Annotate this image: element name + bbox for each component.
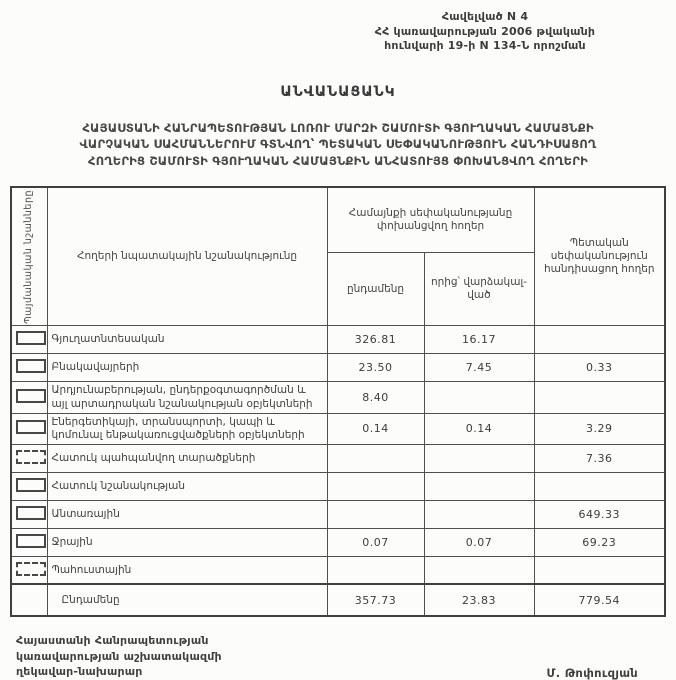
column-header-leased: որից՝ վարձակալ- ված <box>424 252 534 326</box>
official-title-line: Հայաստանի Հանրապետության <box>16 634 209 648</box>
subtitle-line: ՀԱՅԱՍՏԱՆԻ ՀԱՆՐԱՊԵՏՈՒԹՅԱՆ ԼՈՌՈՒ ՄԱՐԶԻ ՇԱՄՈՒՏԻ ԳՅՈՒՂԱԿԱՆ ՀԱՄԱՅՆՔԻ <box>82 120 594 135</box>
total-row-legend-cell <box>11 584 47 616</box>
column-header-legend <box>11 187 47 326</box>
table-row <box>11 354 665 382</box>
page-title: ԱՆՎԱՆԱՑԱՆԿ <box>280 83 396 100</box>
state-value <box>534 556 665 584</box>
legend-box-icon <box>16 420 46 434</box>
legend-box-icon <box>16 562 46 576</box>
legend-box-icon <box>16 506 46 520</box>
legend-header-label: Պայմանական նշանները <box>23 189 35 324</box>
total-row-label: Ընդամենը <box>47 584 327 616</box>
leased-value <box>424 556 534 584</box>
table-row <box>11 382 665 413</box>
table-row <box>11 413 665 444</box>
table-footer <box>11 584 665 616</box>
table-header <box>11 187 665 326</box>
legend-box-icon <box>16 331 46 345</box>
land-transfer-table <box>10 186 666 618</box>
land-category-label: Արդյունաբերության, ընդերքօգտագործման և այլ արտադրական նշանակության օբյեկտների <box>47 382 327 413</box>
legend-box-icon <box>16 450 46 464</box>
signature-block <box>10 633 666 679</box>
legend-cell <box>11 556 47 584</box>
appendix-reference <box>320 10 650 54</box>
leased-value <box>424 472 534 500</box>
official-title <box>16 633 222 679</box>
land-category-label: Գյուղատնտեսական <box>47 326 327 354</box>
legend-box-icon <box>16 478 46 492</box>
leased-value: 7.45 <box>424 354 534 382</box>
signature-name: Մ. Թոփուզյան <box>546 665 638 680</box>
total-leased-value: 23.83 <box>424 584 534 616</box>
total-state-value: 779.54 <box>534 584 665 616</box>
column-header-community-lands: Համայնքի սեփականությանը փոխանցվող հողեր <box>327 187 534 253</box>
community-total-value: 23.50 <box>327 354 424 382</box>
legend-box-icon <box>16 389 46 403</box>
land-category-label: Հատուկ նշանակության <box>47 472 327 500</box>
land-category-label: Անտառային <box>47 500 327 528</box>
land-category-label: Բնակավայրերի <box>47 354 327 382</box>
legend-cell <box>11 382 47 413</box>
state-value: 7.36 <box>534 444 665 472</box>
state-value <box>534 382 665 413</box>
table-body <box>11 326 665 585</box>
land-category-label: Էներգետիկայի, տրանսպորտի, կապի և կոմունալ ենթակառուցվածքների օբյեկտների <box>47 413 327 444</box>
land-category-label: Պահուստային <box>47 556 327 584</box>
legend-cell <box>11 528 47 556</box>
official-title-line: կառավարության աշխատակազմի <box>16 649 222 663</box>
leased-value <box>424 382 534 413</box>
total-community-value: 357.73 <box>327 584 424 616</box>
column-header-total: ընդամենը <box>327 252 424 326</box>
community-total-value <box>327 556 424 584</box>
legend-cell <box>11 326 47 354</box>
legend-cell <box>11 472 47 500</box>
table-row <box>11 472 665 500</box>
community-total-value <box>327 500 424 528</box>
community-total-value: 0.07 <box>327 528 424 556</box>
community-total-value <box>327 472 424 500</box>
appendix-line: ՀՀ կառավարության 2006 թվականի <box>374 24 596 38</box>
state-value: 0.33 <box>534 354 665 382</box>
table-row <box>11 444 665 472</box>
table-row <box>11 500 665 528</box>
leased-value <box>424 500 534 528</box>
state-value: 69.23 <box>534 528 665 556</box>
legend-box-icon <box>16 534 46 548</box>
state-value <box>534 326 665 354</box>
legend-cell <box>11 354 47 382</box>
subtitle-line: ՎԱՐՉԱԿԱՆ ՍԱՀՄԱՆՆԵՐՈՒՄ ԳՏՆՎՈՂ՝ ՊԵՏԱԿԱՆ ՍԵՓԱԿԱՆՈՒԹՅՈՒՆ ՀԱՆԴԻՍԱՑՈՂ <box>79 137 597 152</box>
table-row <box>11 326 665 354</box>
land-category-label: Ջրային <box>47 528 327 556</box>
table-row <box>11 528 665 556</box>
community-total-value: 8.40 <box>327 382 424 413</box>
leased-value: 0.14 <box>424 413 534 444</box>
subtitle-line: ՀՈՂԵՐԻՑ ՇԱՄՈՒՏԻ ԳՅՈՒՂԱԿԱՆ ՀԱՄԱՅՆՔԻՆ ԱՆՀԱՏՈՒՅՑ ՓՈԽԱՆՑՎՈՂ ՀՈՂԵՐԻ <box>88 153 588 168</box>
table-row <box>11 556 665 584</box>
leased-value: 0.07 <box>424 528 534 556</box>
leased-value <box>424 444 534 472</box>
state-value: 3.29 <box>534 413 665 444</box>
legend-cell <box>11 444 47 472</box>
community-total-value <box>327 444 424 472</box>
leased-value: 16.17 <box>424 326 534 354</box>
legend-box-icon <box>16 359 46 373</box>
community-total-value: 326.81 <box>327 326 424 354</box>
total-row <box>11 584 665 616</box>
document-subtitle <box>10 120 666 170</box>
community-total-value: 0.14 <box>327 413 424 444</box>
state-value <box>534 472 665 500</box>
official-title-line: ղեկավար-նախարար <box>16 665 143 679</box>
column-header-land-purpose: Հողերի նպատակային նշանակությունը <box>47 187 327 326</box>
appendix-line: Հավելված N 4 <box>441 10 529 23</box>
appendix-line: հունվարի 19-ի N 134-Ն որոշման <box>384 39 586 53</box>
column-header-state-lands: Պետական սեփականություն հանդիսացող հողեր <box>534 187 665 326</box>
state-value: 649.33 <box>534 500 665 528</box>
legend-cell <box>11 500 47 528</box>
land-category-label: Հատուկ պահպանվող տարածքների <box>47 444 327 472</box>
legend-cell <box>11 413 47 444</box>
